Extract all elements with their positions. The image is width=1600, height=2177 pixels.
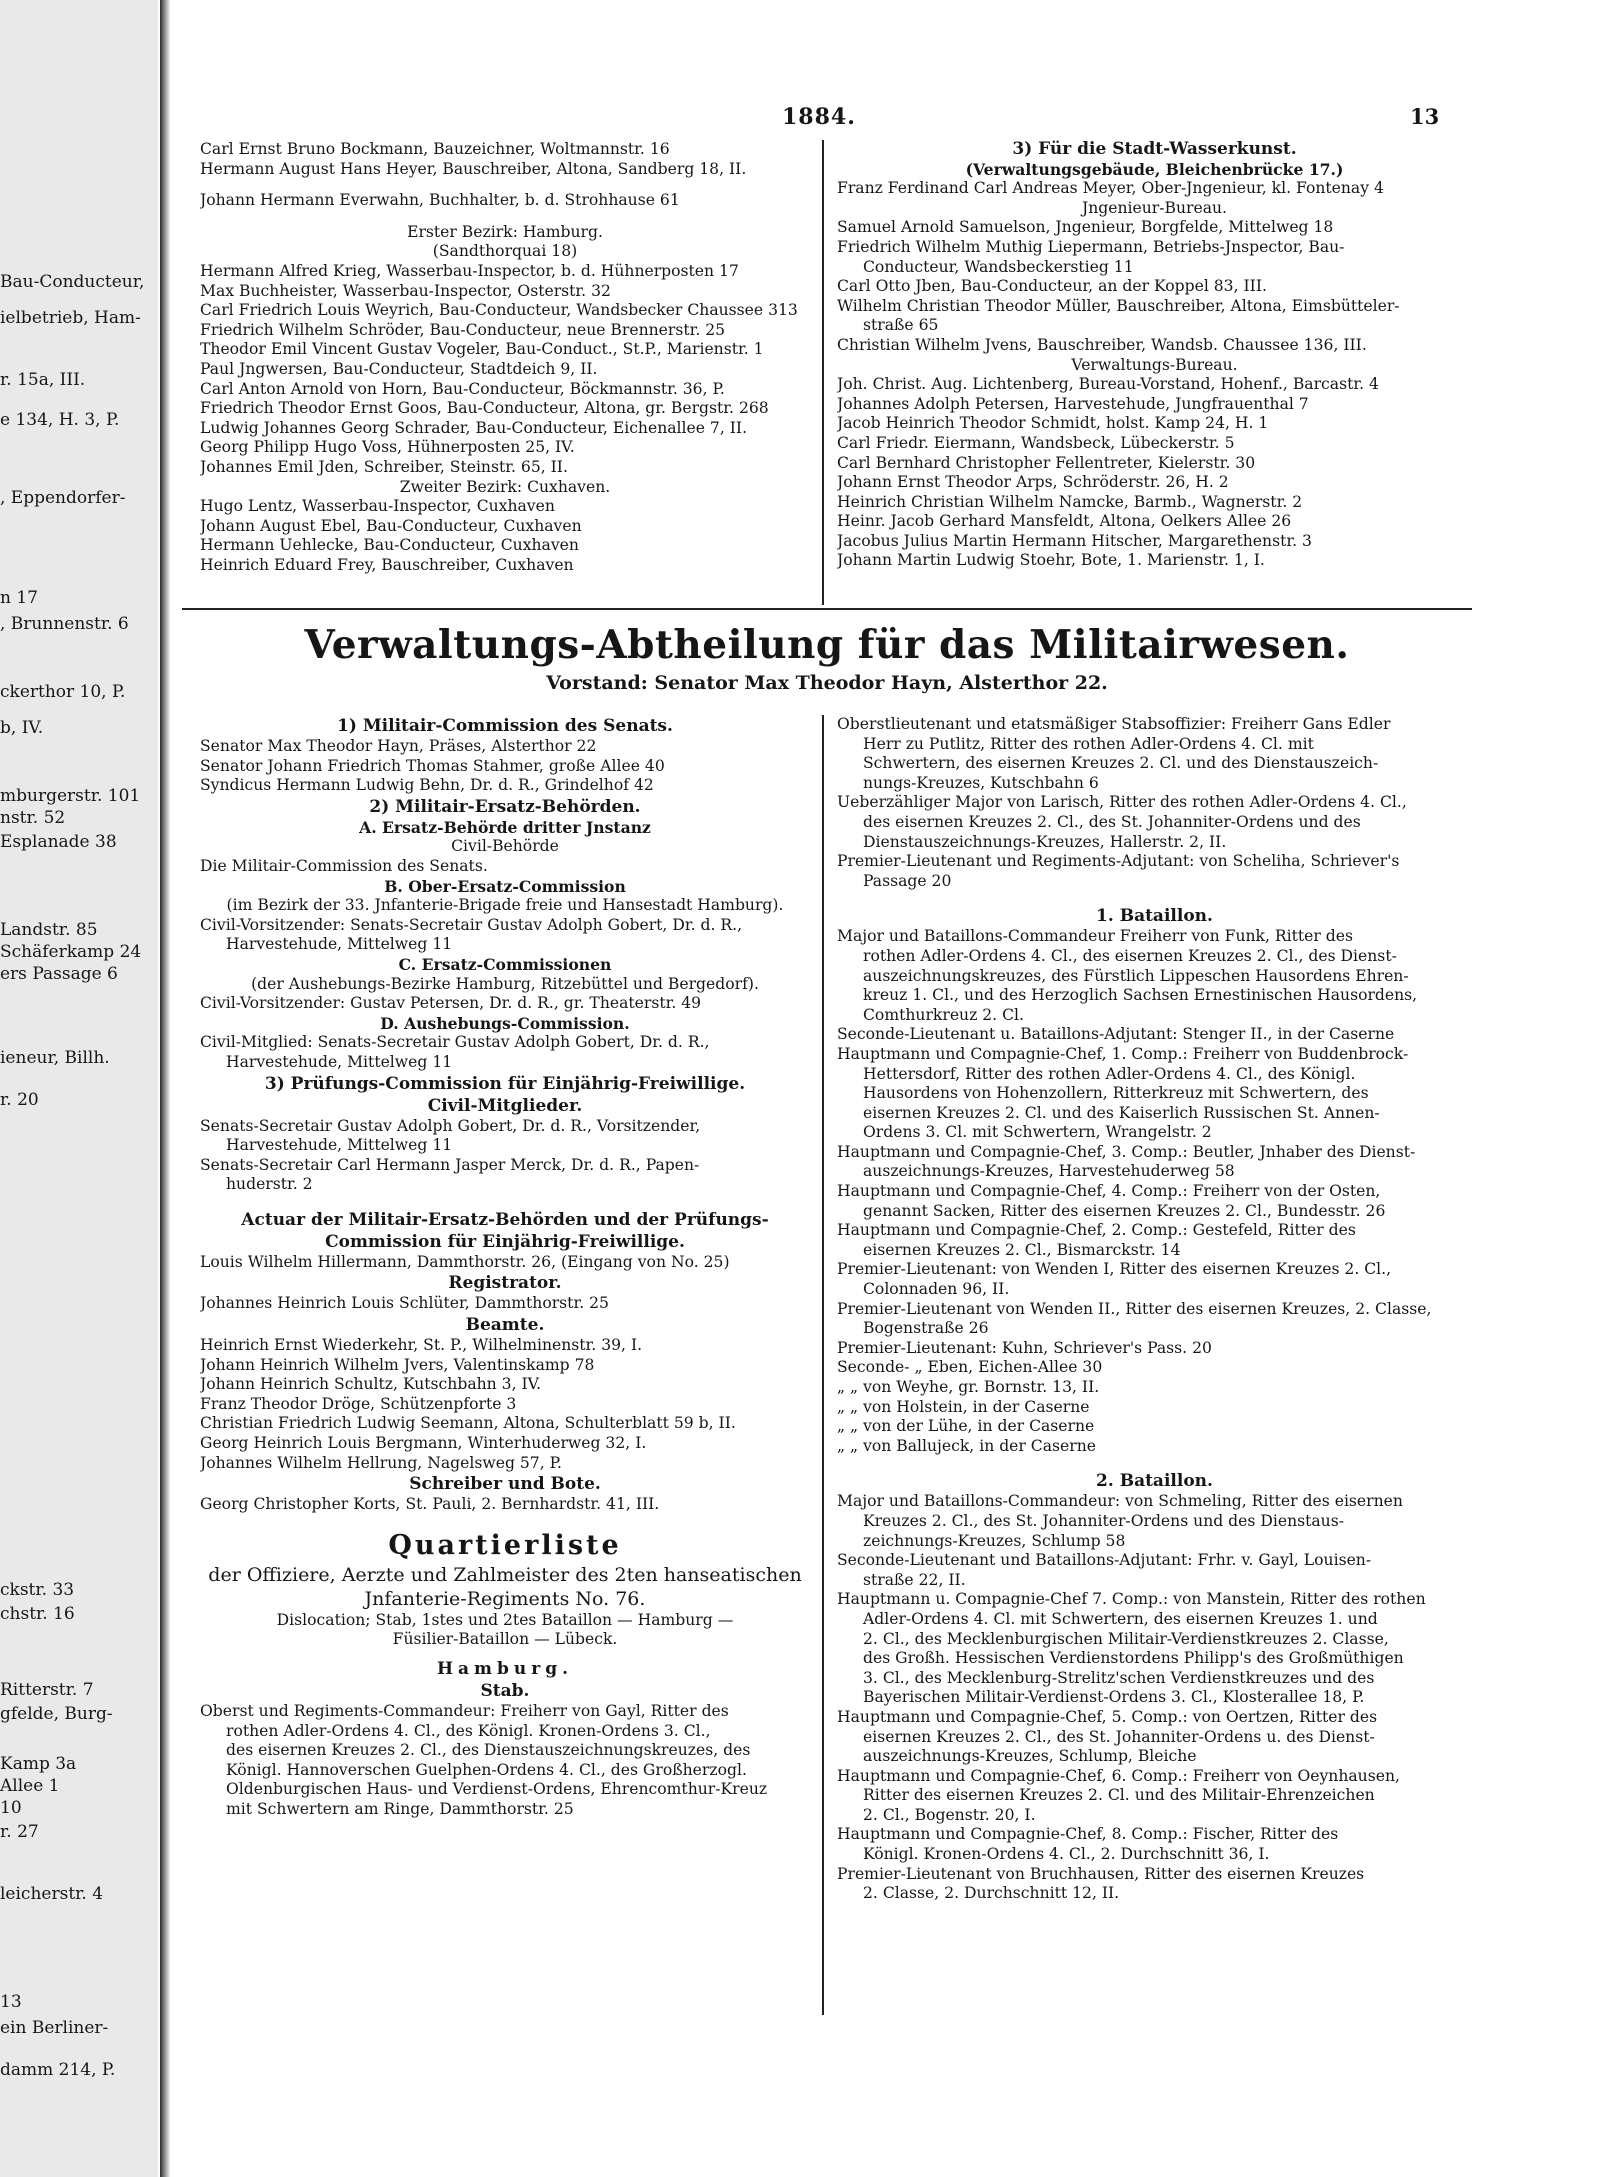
entry-line: Heinrich Ernst Wiederkehr, St. P., Wilhelminenstr. 39, I. [200, 1336, 643, 1355]
facing-page-fragment: damm 214, P. [0, 2060, 116, 2080]
entry-line: Dienstauszeichnungs-Kreuzes, Hallerstr. 2, II. [863, 832, 1227, 851]
entry-line: Harvestehude, Mittelweg 11 [226, 935, 453, 954]
entry-line: Ueberzähliger Major von Larisch, Ritter des rothen Adler-Ordens 4. Cl., [837, 793, 1407, 812]
wasserkunst-title: 3) Für die Stadt-Wasserkunst. [1012, 140, 1297, 159]
section-heading: Registrator. [448, 1273, 562, 1294]
entry-line: rothen Adler-Ordens 4. Cl., des eisernen Kreuzes 2. Cl., des Dienst- [863, 946, 1397, 965]
lower-right-column [837, 715, 1472, 2015]
entry-line: straße 65 [863, 316, 939, 335]
entry-line: Bayerischen Militair-Verdienst-Ordens 3. Cl., Klosterallee 18, P. [863, 1688, 1365, 1707]
facing-page-fragment: Bau-Conducteur, [0, 272, 145, 292]
facing-page-fragment: nstr. 52 [0, 808, 66, 828]
entry-line: Johannes Heinrich Louis Schlüter, Dammthorstr. 25 [200, 1294, 609, 1313]
page-year: 1884. [782, 104, 856, 130]
entry-line: B. Ober-Ersatz-Commission [384, 876, 626, 896]
entry-line: Johann Martin Ludwig Stoehr, Bote, 1. Marienstr. 1, I. [837, 551, 1265, 570]
entry-line: Hauptmann und Compagnie-Chef, 4. Comp.: Freiherr von der Osten, [837, 1182, 1381, 1201]
entry-line: Georg Philipp Hugo Voss, Hühnerposten 25, IV. [200, 438, 575, 457]
entry-line: Hermann August Hans Heyer, Bauschreiber, Altona, Sandberg 18, II. [200, 159, 747, 178]
dislocation-line-1: Dislocation; Stab, 1stes und 2tes Bataillon — Hamburg — [276, 1610, 734, 1629]
entry-line: 2. Cl., des Mecklenburgischen Militair-Verdienstkreuzes 2. Classe, [863, 1629, 1389, 1648]
entry-line: auszeichnungs-Kreuzes, Harvestehuderweg 58 [863, 1162, 1235, 1181]
entry-line: Seconde- „ Eben, Eichen-Allee 30 [837, 1358, 1103, 1377]
facing-page-fragment: mburgerstr. 101 [0, 786, 141, 806]
section-heading: 2. Bataillon. [1096, 1471, 1213, 1492]
intro-entry: Johann Hermann Everwahn, Buchhalter, b. d. Strohhause 61 [200, 191, 680, 210]
entry-line: auszeichnungs-Kreuzes, Schlump, Bleiche [863, 1747, 1197, 1766]
verwaltungs-list [837, 375, 1472, 571]
facing-page-fragment: ckerthor 10, P. [0, 682, 126, 702]
quartierliste-title: Quartierliste [388, 1529, 622, 1561]
entry-line: Königl. Hannoverschen Guelphen-Ordens 4. Cl., des Großherzogl. [226, 1760, 747, 1779]
entry-line: Louis Wilhelm Hillermann, Dammthorstr. 26, (Eingang von No. 25) [200, 1252, 730, 1271]
upper-right-column [837, 140, 1472, 571]
entry-line: Kreuzes 2. Cl., des St. Johanniter-Ordens und des Dienstaus- [863, 1511, 1344, 1530]
entry-line: Johannes Wilhelm Hellrung, Nagelsweg 57, P. [200, 1453, 562, 1472]
facing-page-fragment: r. 15a, III. [0, 370, 86, 390]
entry-line: Hermann Alfred Krieg, Wasserbau-Inspector, b. d. Hühnerposten 17 [200, 261, 739, 280]
entry-line: eisernen Kreuzes 2. Cl. und des Kaiserlich Russischen St. Annen- [863, 1103, 1380, 1122]
entry-line: zeichnungs-Kreuzes, Schlump 58 [863, 1531, 1126, 1550]
entry-line: straße 22, II. [863, 1570, 966, 1589]
entry-line: des eisernen Kreuzes 2. Cl., des St. Johanniter-Ordens und des [863, 812, 1361, 831]
section-heading: 3) Prüfungs-Commission für Einjährig-Freiwillige. [264, 1073, 746, 1094]
facing-page-fragment: e 134, H. 3, P. [0, 410, 120, 430]
entry-line: Senator Max Theodor Hayn, Präses, Alsterthor 22 [200, 737, 597, 755]
entry-line: Hermann Uehlecke, Bau-Conducteur, Cuxhaven [200, 536, 579, 555]
entry-line: des Großh. Hessischen Verdienstordens Philipp's des Großmüthigen [863, 1649, 1404, 1668]
section-heading: Civil-Mitglieder. [427, 1095, 583, 1116]
bezirk1-subtitle: (Sandthorquai 18) [432, 242, 578, 261]
entry-line: Hausordens von Hohenzollern, Ritterkreuz mit Schwertern, des [863, 1084, 1369, 1103]
entry-line: kreuz 1. Cl., und des Herzoglich Sachsen Ernestinischen Hausordens, [863, 986, 1418, 1005]
page-number: 13 [1410, 104, 1440, 129]
facing-page-fragment: n 17 [0, 588, 38, 608]
section-heading: Schreiber und Bote. [409, 1474, 601, 1495]
facing-page-fragment: Kamp 3a [0, 1754, 77, 1774]
vorstand-line: Vorstand: Senator Max Theodor Hayn, Alsterthor 22. [546, 672, 1108, 694]
column-divider-lower [822, 715, 824, 2015]
entry-line: Joh. Christ. Aug. Lichtenberg, Bureau-Vorstand, Hohenf., Barcastr. 4 [837, 375, 1379, 394]
entry-line: Franz Theodor Dröge, Schützenpforte 3 [200, 1394, 517, 1413]
facing-page-fragment: leicherstr. 4 [0, 1884, 104, 1904]
section-heading: Commission für Einjährig-Freiwillige. [325, 1231, 685, 1252]
entry-line: Civil-Vorsitzender: Senats-Secretair Gustav Adolph Gobert, Dr. d. R., [200, 915, 743, 934]
section-heading: Beamte. [465, 1315, 545, 1336]
entry-line: Ritter des eisernen Kreuzes 2. Cl. und des Militair-Ehrenzeichen [863, 1786, 1375, 1805]
entry-line: Herr zu Putlitz, Ritter des rothen Adler-Ordens 4. Cl. mit [863, 734, 1314, 753]
entry-line: „ „ von Weyhe, gr. Bornstr. 13, II. [837, 1378, 1100, 1396]
city-heading: Hamburg. [436, 1659, 574, 1679]
entry-line: Friedrich Wilhelm Muthig Liepermann, Betriebs-Jnspector, Bau- [837, 237, 1345, 256]
entry-line: Königl. Kronen-Ordens 4. Cl., 2. Durchschnitt 36, I. [863, 1845, 1270, 1864]
entry-line: Heinr. Jacob Gerhard Mansfeldt, Altona, Oelkers Allee 26 [837, 512, 1292, 531]
facing-page-fragment: Ritterstr. 7 [0, 1680, 94, 1700]
facing-page-fragment: r. 27 [0, 1822, 39, 1842]
entry-line: Ordens 3. Cl. mit Schwertern, Wrangelstr. 2 [863, 1123, 1212, 1142]
entry-line: Carl Anton Arnold von Horn, Bau-Conducteur, Böckmannstr. 36, P. [200, 379, 725, 398]
entry-line: eisernen Kreuzes 2. Cl., des St. Johanniter-Ordens u. des Dienst- [863, 1727, 1375, 1746]
entry-line: Johannes Adolph Petersen, Harvestehude, Jungfrauenthal 7 [837, 394, 1309, 413]
binding-shadow [160, 0, 170, 2177]
bezirk1-list [200, 262, 810, 478]
entry-line: Georg Heinrich Louis Bergmann, Winterhuderweg 32, I. [200, 1434, 647, 1453]
entry-line: (im Bezirk der 33. Jnfanterie-Brigade freie und Hansestadt Hamburg). [226, 896, 784, 915]
entry-line: Johannes Emil Jden, Schreiber, Steinstr. 65, II. [200, 457, 568, 476]
entry-line: Premier-Lieutenant und Regiments-Adjutant: von Scheliha, Schriever's [837, 852, 1400, 871]
entry-line: Paul Jngwersen, Bau-Conducteur, Stadtdeich 9, II. [200, 359, 598, 378]
entry-line: 2. Classe, 2. Durchschnitt 12, II. [863, 1884, 1120, 1903]
entry-line: A. Ersatz-Behörde dritter Jnstanz [359, 817, 651, 837]
entry-line: Major und Bataillons-Commandeur: von Schmeling, Ritter des eisernen [837, 1492, 1403, 1511]
militair-list [200, 715, 810, 1515]
facing-page-fragment: ielbetrieb, Ham- [0, 308, 141, 328]
entry-line: Civil-Mitglied: Senats-Secretair Gustav Adolph Gobert, Dr. d. R., [200, 1033, 710, 1052]
entry-line: des eisernen Kreuzes 2. Cl., des Dienstauszeichnungskreuzes, des [226, 1741, 751, 1760]
upper-left-column [200, 140, 810, 575]
entry-line: Colonnaden 96, II. [863, 1280, 1010, 1299]
entry-line: Heinrich Christian Wilhelm Namcke, Barmb., Wagnerstr. 2 [837, 492, 1303, 511]
bezirk1-title: Erster Bezirk: Hamburg. [407, 222, 603, 241]
section-heading: 1) Militair-Commission des Senats. [337, 716, 673, 736]
bezirk2-title: Zweiter Bezirk: Cuxhaven. [399, 477, 611, 496]
entry-line: (der Aushebungs-Bezirke Hamburg, Ritzebüttel und Bergedorf). [251, 974, 759, 993]
facing-page-fragment: chstr. 16 [0, 1604, 75, 1624]
facing-page-fragment: ieneur, Billh. [0, 1048, 110, 1068]
page [182, 60, 1472, 2090]
entry-line: 3. Cl., des Mecklenburg-Strelitz'schen Verdienstkreuzes und des [863, 1668, 1375, 1687]
facing-page-fragment: Schäferkamp 24 [0, 942, 142, 962]
entry-line: Senats-Secretair Carl Hermann Jasper Merck, Dr. d. R., Papen- [200, 1155, 700, 1174]
entry-line: auszeichnungskreuzes, des Fürstlich Lippeschen Hausordens Ehren- [863, 966, 1409, 985]
lower-left-column [200, 715, 810, 2015]
entry-line: Carl Friedr. Eiermann, Wandsbeck, Lübeckerstr. 5 [837, 433, 1235, 452]
entry-line: C. Ersatz-Commissionen [398, 954, 612, 974]
facing-page-fragment: gfelde, Burg- [0, 1704, 113, 1724]
entry-line: Hauptmann und Compagnie-Chef, 2. Comp.: Gestefeld, Ritter des [837, 1221, 1356, 1240]
entry-line: Georg Christopher Korts, St. Pauli, 2. Bernhardstr. 41, III. [200, 1495, 660, 1514]
entry-line: Max Buchheister, Wasserbau-Inspector, Osterstr. 32 [200, 281, 611, 300]
facing-page-fragment: , Brunnenstr. 6 [0, 614, 129, 634]
entry-line: Wilhelm Christian Theodor Müller, Bauschreiber, Altona, Eimsbütteler- [837, 296, 1400, 315]
entry-line: Carl Ernst Bruno Bockmann, Bauzeichner, Woltmannstr. 16 [200, 140, 670, 158]
entry-line: Adler-Ordens 4. Cl. mit Schwertern, des eisernen Kreuzes 1. und [863, 1609, 1378, 1628]
entry-line: Hauptmann und Compagnie-Chef, 8. Comp.: Fischer, Ritter des [837, 1825, 1339, 1844]
section-divider [182, 608, 1472, 610]
entry-line: Premier-Lieutenant von Wenden II., Ritter des eisernen Kreuzes, 2. Classe, [837, 1299, 1432, 1318]
section-heading: 1. Bataillon. [1096, 906, 1213, 927]
entry-line: Syndicus Hermann Ludwig Behn, Dr. d. R., Grindelhof 42 [200, 776, 654, 795]
entry-line: Carl Friedrich Louis Weyrich, Bau-Conducteur, Wandsbecker Chaussee 313 [200, 301, 798, 320]
entry-line: rothen Adler-Ordens 4. Cl., des Königl. Kronen-Ordens 3. Cl., [226, 1721, 711, 1740]
entry-line: 2. Cl., Bogenstr. 20, I. [863, 1805, 1036, 1824]
entry-line: Civil-Vorsitzender: Gustav Petersen, Dr. d. R., gr. Theaterstr. 49 [200, 994, 702, 1013]
facing-page-fragment: r. 20 [0, 1090, 39, 1110]
facing-page-fragment: b, IV. [0, 718, 44, 738]
entry-line: Hauptmann u. Compagnie-Chef 7. Comp.: von Manstein, Ritter des rothen [837, 1590, 1426, 1609]
facing-page-fragment: Esplanade 38 [0, 832, 117, 852]
entry-line: Friedrich Theodor Ernst Goos, Bau-Conducteur, Altona, gr. Bergstr. 268 [200, 399, 769, 418]
entry-line: eisernen Kreuzes 2. Cl., Bismarckstr. 14 [863, 1240, 1181, 1259]
entry-line: Johann Heinrich Schultz, Kutschbahn 3, IV. [200, 1375, 542, 1394]
entry-line: Carl Bernhard Christopher Fellentreter, Kielerstr. 30 [837, 453, 1256, 472]
entry-line: Ludwig Johannes Georg Schrader, Bau-Conducteur, Eichenallee 7, II. [200, 418, 748, 437]
entry-line: Comthurkreuz 2. Cl. [863, 1005, 1024, 1024]
stab-heading: Stab. [480, 1681, 530, 1701]
entry-line: mit Schwertern am Ringe, Dammthorstr. 25 [226, 1799, 574, 1818]
entry-line: Schwertern, des eisernen Kreuzes 2. Cl. und des Dienstauszeich- [863, 754, 1379, 773]
entry-line: Oberstlieutenant und etatsmäßiger Stabsoffizier: Freiherr Gans Edler [837, 715, 1391, 733]
entry-line: Johann Heinrich Wilhelm Jvers, Valentinskamp 78 [200, 1355, 595, 1374]
entry-line: Premier-Lieutenant von Bruchhausen, Ritter des eisernen Kreuzes [837, 1864, 1365, 1883]
entry-line: Hugo Lentz, Wasserbau-Inspector, Cuxhaven [200, 497, 555, 516]
entry-line: Theodor Emil Vincent Gustav Vogeler, Bau-Conduct., St.P., Marienstr. 1 [200, 340, 764, 359]
entry-line: Heinrich Eduard Frey, Bauschreiber, Cuxhaven [200, 555, 574, 574]
entry-line: Seconde-Lieutenant u. Bataillons-Adjutant: Stenger II., in der Caserne [837, 1025, 1395, 1044]
facing-page-fragment: Landstr. 85 [0, 920, 98, 940]
entry-line: Die Militair-Commission des Senats. [200, 856, 488, 875]
spacer [200, 1195, 810, 1209]
entry-line: Major und Bataillons-Commandeur Freiherr von Funk, Ritter des [837, 927, 1354, 946]
entry-line: Civil-Behörde [451, 837, 559, 856]
entry-line: „ „ von der Lühe, in der Caserne [837, 1417, 1095, 1436]
facing-page-fragment: , Eppendorfer- [0, 488, 126, 508]
stab-list [200, 1702, 810, 1820]
regiment-list [837, 715, 1472, 1904]
quartierliste-subtitle-1: der Offiziere, Aerzte und Zahlmeister des 2ten hanseatischen [208, 1563, 802, 1586]
entry-line: Premier-Lieutenant: von Wenden I, Ritter des eisernen Kreuzes 2. Cl., [837, 1260, 1392, 1279]
entry-line: Carl Otto Jben, Bau-Conducteur, an der Koppel 83, III. [837, 277, 1267, 296]
entry-line: Seconde-Lieutenant und Bataillons-Adjutant: Frhr. v. Gayl, Louisen- [837, 1551, 1372, 1570]
column-divider [822, 140, 824, 605]
spacer [837, 891, 1472, 905]
ingenieur-bureau-title: Jngenieur-Bureau. [1081, 198, 1227, 217]
entry-line: Harvestehude, Mittelweg 11 [226, 1136, 453, 1155]
entry-line: Hauptmann und Compagnie-Chef, 5. Comp.: von Oertzen, Ritter des [837, 1707, 1378, 1726]
quartierliste-subtitle-2: Jnfanterie-Regiments No. 76. [364, 1587, 646, 1610]
section-title: Verwaltungs-Abtheilung für das Militairwesen. [304, 622, 1350, 668]
entry-line: Friedrich Wilhelm Schröder, Bau-Conducteur, neue Brennerstr. 25 [200, 320, 726, 339]
bezirk2-list [200, 497, 810, 575]
entry-line: Hauptmann und Compagnie-Chef, 3. Comp.: Beutler, Jnhaber des Dienst- [837, 1142, 1416, 1161]
entry-line: Premier-Lieutenant: Kuhn, Schriever's Pass. 20 [837, 1338, 1212, 1357]
entry-line: Johann August Ebel, Bau-Conducteur, Cuxhaven [200, 516, 582, 535]
facing-page-fragment: ers Passage 6 [0, 964, 118, 984]
entry-line: genannt Sacken, Ritter des eisernen Kreuzes 2. Cl., Bundesstr. 26 [863, 1201, 1386, 1220]
entry-line: „ „ von Ballujeck, in der Caserne [837, 1436, 1096, 1455]
entry-line: Christian Friedrich Ludwig Seemann, Altona, Schulterblatt 59 b, II. [200, 1414, 736, 1433]
facing-page-fragment: 10 [0, 1798, 22, 1818]
entry-line: Hauptmann und Compagnie-Chef, 6. Comp.: Freiherr von Oeynhausen, [837, 1766, 1400, 1785]
entry-line: Bogenstraße 26 [863, 1319, 989, 1338]
entry-line: Oberst und Regiments-Commandeur: Freiherr von Gayl, Ritter des [200, 1702, 729, 1720]
entry-line: Harvestehude, Mittelweg 11 [226, 1052, 453, 1071]
entry-line: Senats-Secretair Gustav Adolph Gobert, Dr. d. R., Vorsitzender, [200, 1116, 701, 1135]
entry-line: D. Aushebungs-Commission. [380, 1013, 630, 1033]
facing-page-fragment: ckstr. 33 [0, 1580, 75, 1600]
entry-line: Johann Ernst Theodor Arps, Schröderstr. 26, H. 2 [837, 473, 1229, 492]
entry-line: Hauptmann und Compagnie-Chef, 1. Comp.: Freiherr von Buddenbrock- [837, 1044, 1409, 1063]
facing-page-fragment: ein Berliner- [0, 2018, 109, 2038]
entry-line: Christian Wilhelm Jvens, Bauschreiber, Wandsb. Chaussee 136, III. [837, 335, 1367, 354]
chief-engineer: Franz Ferdinand Carl Andreas Meyer, Ober-Jngenieur, kl. Fontenay 4 [837, 179, 1384, 198]
entry-line: Jacobus Julius Martin Hermann Hitscher, Margarethenstr. 3 [837, 531, 1312, 550]
dislocation-line-2: Füsilier-Bataillon — Lübeck. [392, 1630, 618, 1649]
entry-line: Samuel Arnold Samuelson, Jngenieur, Borgfelde, Mittelweg 18 [837, 218, 1334, 237]
ingenieur-list [837, 218, 1472, 355]
entry-line: nungs-Kreuzes, Kutschbahn 6 [863, 773, 1099, 792]
verwaltungs-bureau-title: Verwaltungs-Bureau. [1071, 355, 1238, 374]
section-heading: 2) Militair-Ersatz-Behörden. [369, 796, 641, 817]
section-heading: Actuar der Militair-Ersatz-Behörden und der Prüfungs- [241, 1209, 769, 1230]
intro-list [200, 140, 810, 179]
entry-line: Conducteur, Wandsbeckerstieg 11 [863, 257, 1134, 276]
entry-line: Oldenburgischen Haus- und Verdienst-Ordens, Ehrencomthur-Kreuz [226, 1780, 768, 1799]
facing-page-fragment: 13 [0, 1992, 22, 2012]
entry-line: huderstr. 2 [226, 1175, 313, 1194]
entry-line: „ „ von Holstein, in der Caserne [837, 1397, 1090, 1416]
entry-line: Senator Johann Friedrich Thomas Stahmer, große Allee 40 [200, 756, 665, 775]
entry-line: Hettersdorf, Ritter des rothen Adler-Ordens 4. Cl., des Königl. [863, 1064, 1356, 1083]
facing-page-fragment: Allee 1 [0, 1776, 60, 1796]
wasserkunst-subtitle: (Verwaltungsgebäude, Bleichenbrücke 17.) [965, 159, 1344, 179]
entry-line: Jacob Heinrich Theodor Schmidt, holst. Kamp 24, H. 1 [837, 414, 1269, 433]
spacer [837, 1456, 1472, 1470]
entry-line: Passage 20 [863, 871, 952, 890]
